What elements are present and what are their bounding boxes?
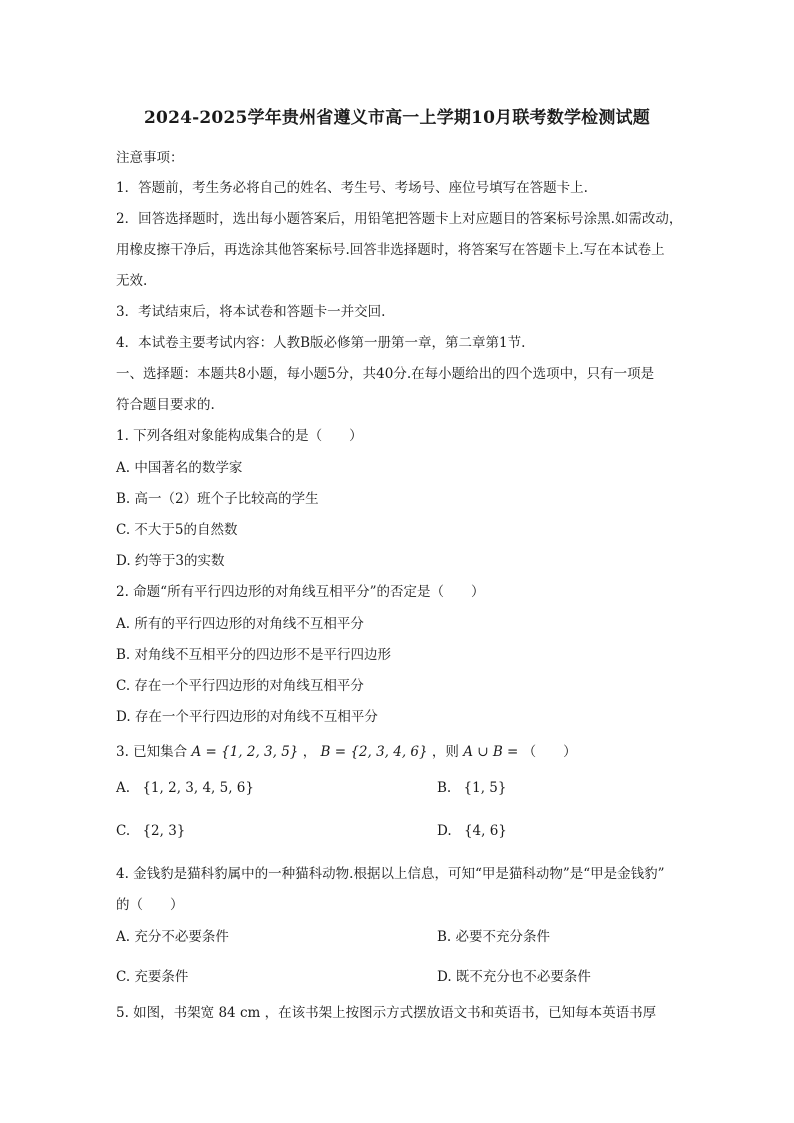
question-4-stem: 4. 金钱豹是猫科豹属中的一种猫科动物.根据以上信息，可知“甲是猫科动物”是“甲是金钱豹” xyxy=(116,866,665,882)
option-value: {1, 5} xyxy=(463,780,507,796)
option-label: B. xyxy=(437,780,452,796)
question-1-option-d: D. 约等于3的实数 xyxy=(116,553,225,569)
notice-item: 无效. xyxy=(116,273,148,289)
question-3-option-b xyxy=(437,780,506,796)
notice-heading: 注意事项： xyxy=(116,150,184,166)
question-4-option-d: D. 既不充分也不必要条件 xyxy=(437,969,591,985)
question-2-option-d: D. 存在一个平行四边形的对角线不互相平分 xyxy=(116,709,378,725)
question-3-prefix: 3. 已知集合 xyxy=(116,744,188,760)
question-1-stem: 1. 下列各组对象能构成集合的是（ ） xyxy=(116,428,363,444)
question-5-stem xyxy=(116,1001,686,1021)
question-3-stem xyxy=(116,740,686,760)
question-2-option-c: C. 存在一个平行四边形的对角线互相平分 xyxy=(116,678,364,694)
question-3-suffix: （ ） xyxy=(522,744,577,760)
question-2-option-a: A. 所有的平行四边形的对角线不互相平分 xyxy=(116,616,364,632)
question-1-option-b: B. 高一（2）班个子比较高的学生 xyxy=(116,491,319,507)
section-heading: 一、选择题：本题共8小题，每小题5分，共40分.在每小题给出的四个选项中，只有一项是 xyxy=(116,366,655,382)
question-2-stem: 2. 命题“所有平行四边形的对角线互相平分”的否定是（ ） xyxy=(116,584,485,600)
option-value: {2, 3} xyxy=(142,823,186,839)
question-4-option-a: A. 充分不必要条件 xyxy=(116,929,229,945)
option-value: {4, 6} xyxy=(463,823,507,839)
question-5-suffix: ，在该书架上按图示方式摆放语文书和英语书，已知每本英语书厚 xyxy=(264,1005,657,1021)
option-label: C. xyxy=(116,823,131,839)
set-a: A = {1, 2, 3, 5} xyxy=(191,744,299,760)
notice-item: 2．回答选择题时，选出每小题答案后，用铅笔把答题卡上对应题目的答案标号涂黑.如需改动， xyxy=(116,211,683,227)
set-b: B = {2, 3, 4, 6} xyxy=(320,744,428,760)
question-1-option-c: C. 不大于5的自然数 xyxy=(116,522,238,538)
question-4-stem-cont: 的（ ） xyxy=(116,897,184,913)
notice-item: 4．本试卷主要考试内容：人教B版必修第一册第一章，第二章第1节. xyxy=(116,335,526,351)
option-label: D. xyxy=(437,823,452,839)
union-expression: A ∪ B = xyxy=(463,744,519,760)
page-title: 2024-2025学年贵州省遵义市高一上学期10月联考数学检测试题 xyxy=(144,108,650,128)
notice-item: 用橡皮擦干净后，再选涂其他答案标号.回答非选择题时，将答案写在答题卡上.写在本试卷上 xyxy=(116,242,665,258)
question-4-option-c: C. 充要条件 xyxy=(116,969,189,985)
question-4-option-b: B. 必要不充分条件 xyxy=(437,929,551,945)
question-5-prefix: 5. 如图，书架宽 xyxy=(116,1005,215,1021)
question-3-mid: ，则 xyxy=(431,744,459,760)
question-2-option-b: B. 对角线不互相平分的四边形不是平行四边形 xyxy=(116,647,392,663)
notice-item: 1．答题前，考生务必将自己的姓名、考生号、考场号、座位号填写在答题卡上. xyxy=(116,180,588,196)
option-label: A. xyxy=(116,780,131,796)
question-3-option-a xyxy=(116,780,254,796)
question-1-option-a: A. 中国著名的数学家 xyxy=(116,460,243,476)
option-value: {1, 2, 3, 4, 5, 6} xyxy=(142,780,254,796)
shelf-width: 84 cm xyxy=(218,1005,261,1021)
notice-item: 3．考试结束后，将本试卷和答题卡一并交回. xyxy=(116,304,386,320)
question-3-sep: ， xyxy=(302,744,317,760)
question-3-option-c xyxy=(116,823,185,839)
section-heading-cont: 符合题目要求的. xyxy=(116,397,215,413)
question-3-option-d xyxy=(437,823,507,839)
